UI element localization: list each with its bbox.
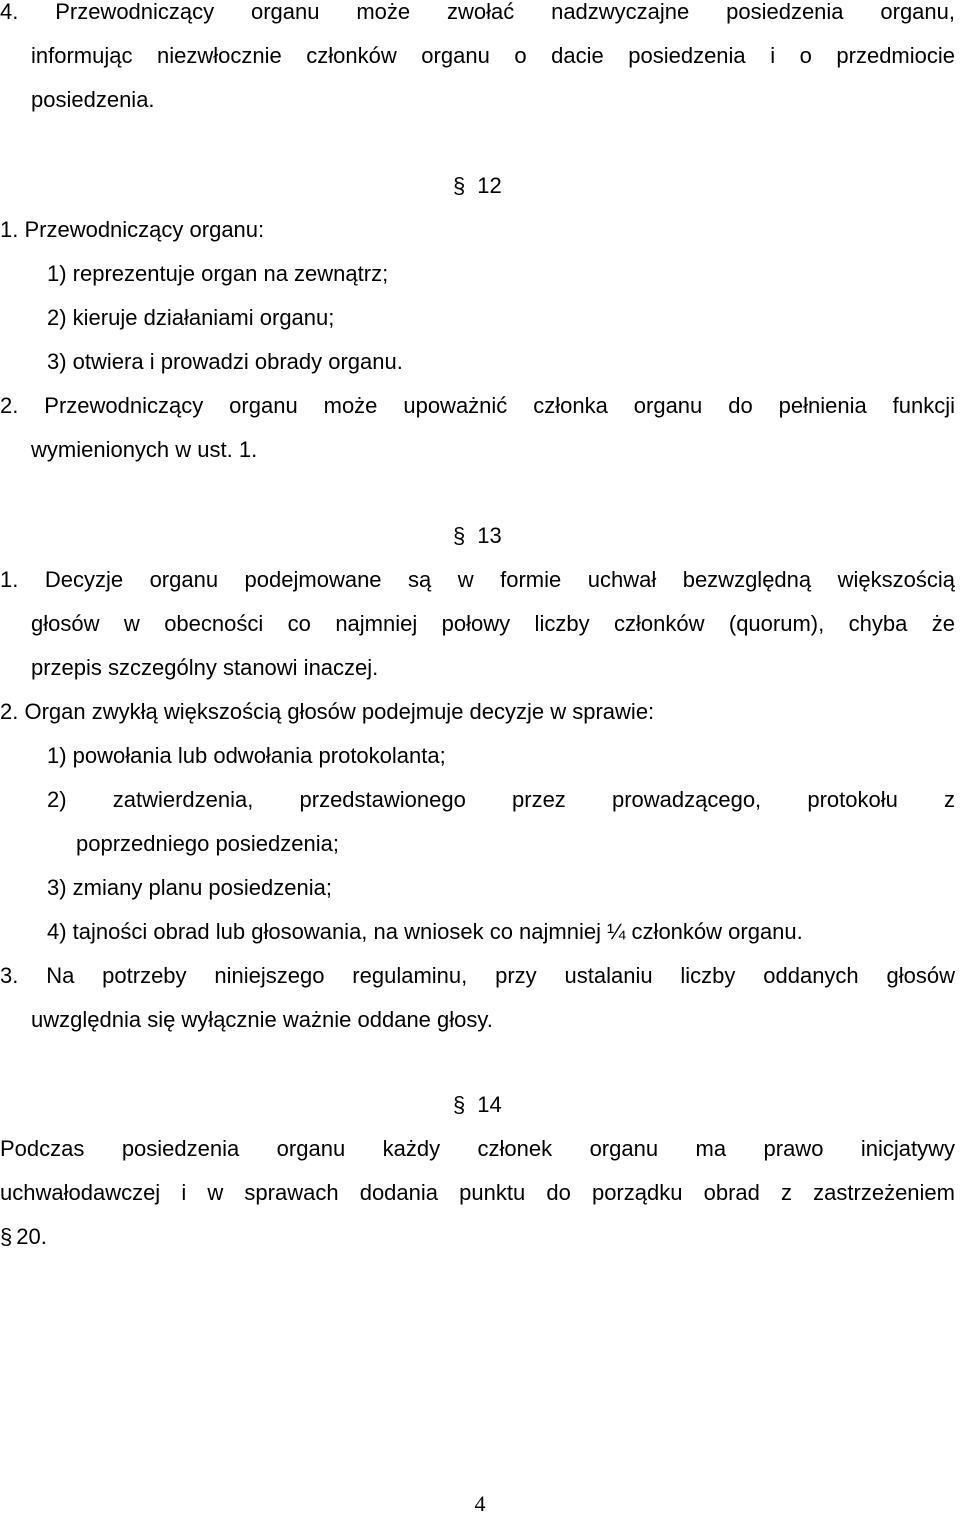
section-13-paragraph-1-line-2: głosów w obecności co najmniej połowy liczby członków (quorum), chyba że — [31, 611, 955, 636]
page-number: 4 — [474, 1491, 486, 1516]
section-13-item-2-line-2: poprzedniego posiedzenia; — [76, 831, 339, 856]
section-13-item-1: 1) powołania lub odwołania protokolanta; — [47, 743, 446, 768]
section-13-item-2-line-1: 2) zatwierdzenia, przedstawionego przez prowadzącego, protokołu z — [47, 787, 955, 812]
section-12-item-2: 2) kieruje działaniami organu; — [47, 305, 335, 330]
paragraph-4-line-1: 4. Przewodniczący organu może zwołać nadzwyczajne posiedzenia organu, — [0, 0, 955, 24]
section-number: 14 — [477, 1092, 502, 1117]
section-symbol: § — [453, 523, 466, 548]
section-13-paragraph-2: 2. Organ zwykłą większością głosów podejmuje decyzje w sprawie: — [0, 699, 655, 724]
paragraph-4-line-3: posiedzenia. — [31, 87, 155, 112]
section-14-line-1: Podczas posiedzenia organu każdy członek organu ma prawo inicjatywy — [0, 1136, 955, 1161]
section-13-paragraph-3-line-2: uwzględnia się wyłącznie ważnie oddane głosy. — [31, 1007, 493, 1032]
section-13-item-3: 3) zmiany planu posiedzenia; — [47, 875, 332, 900]
section-14-line-3 — [0, 1215, 955, 1259]
section-12-paragraph-2-line-1: 2. Przewodniczący organu może upoważnić członka organu do pełnienia funkcji — [0, 393, 955, 418]
section-symbol: § — [0, 1224, 13, 1249]
section-13-heading — [453, 514, 502, 558]
section-13-item-4: 4) tajności obrad lub głosowania, na wniosek co najmniej ¼ członków organu. — [47, 919, 803, 944]
section-number: 12 — [477, 173, 502, 198]
section-13-paragraph-1-line-3: przepis szczególny stanowi inaczej. — [31, 655, 379, 680]
section-14-heading — [453, 1083, 502, 1127]
section-reference: 20. — [16, 1224, 47, 1249]
section-symbol: § — [453, 1092, 466, 1117]
section-13-paragraph-3-line-1: 3. Na potrzeby niniejszego regulaminu, przy ustalaniu liczby oddanych głosów — [0, 963, 955, 988]
section-14-line-2: uchwałodawczej i w sprawach dodania punktu do porządku obrad z zastrzeżeniem — [0, 1180, 955, 1205]
section-12-paragraph-2-line-2: wymienionych w ust. 1. — [31, 437, 258, 462]
section-12-item-1: 1) reprezentuje organ na zewnątrz; — [47, 261, 389, 286]
section-13-paragraph-1-line-1: 1. Decyzje organu podejmowane są w formie uchwał bezwzględną większością — [0, 567, 955, 592]
paragraph-4-line-2: informując niezwłocznie członków organu o dacie posiedzenia i o przedmiocie — [31, 43, 955, 68]
section-number: 13 — [477, 523, 502, 548]
section-12-item-3: 3) otwiera i prowadzi obrady organu. — [47, 349, 403, 374]
section-12-heading — [453, 164, 502, 208]
section-symbol: § — [453, 173, 466, 198]
section-12-paragraph-1: 1. Przewodniczący organu: — [0, 217, 265, 242]
